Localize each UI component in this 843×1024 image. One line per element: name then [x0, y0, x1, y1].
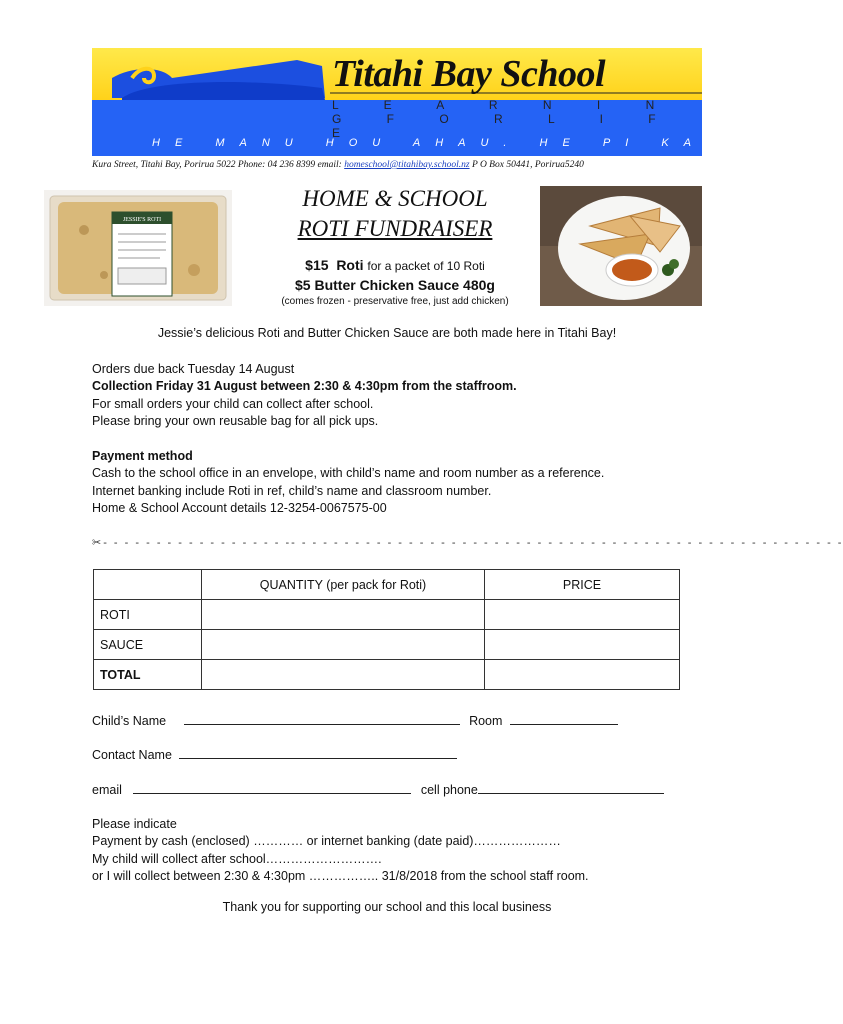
- payment-choice[interactable]: Payment by cash (enclosed) ………… or internet banking (date paid)…………………: [92, 834, 561, 848]
- payment-cash: Cash to the school office in an envelope, with child’s name and room number as a reference.: [92, 466, 605, 480]
- room-label: Room: [469, 714, 503, 728]
- contact-name-label: Contact Name: [92, 748, 172, 762]
- school-tagline: L E A R N I N G F O R L I F E: [332, 98, 677, 140]
- please-indicate: Please indicate: [92, 817, 177, 831]
- row-label-sauce: SAUCE: [94, 630, 202, 660]
- email-field[interactable]: [133, 781, 411, 794]
- school-motto: HE MANU HOU AHAU. HE PI KA RERE: [152, 137, 815, 149]
- account-details: Home & School Account details 12-3254-0067575-00: [92, 501, 387, 515]
- table-row: [94, 600, 680, 630]
- childs-name-label: Child’s Name: [92, 714, 167, 728]
- thank-you-text: Thank you for supporting our school and this local business: [222, 900, 552, 914]
- collection-info: Collection Friday 31 August between 2:30 & 4:30pm from the staffroom.: [92, 379, 517, 393]
- contact-name-field[interactable]: [179, 746, 457, 759]
- small-orders-info: For small orders your child can collect after school.: [92, 397, 374, 411]
- address-suffix: P O Box 50441, Porirua5240: [469, 160, 584, 170]
- school-name: Titahi Bay School: [332, 53, 606, 95]
- payment-heading: Payment method: [92, 449, 193, 463]
- child-collect-option[interactable]: My child will collect after school……………………….: [92, 852, 382, 866]
- email-row: [92, 781, 664, 799]
- row-label-roti: ROTI: [94, 600, 202, 630]
- room-field[interactable]: [510, 712, 618, 725]
- self-collect-option[interactable]: or I will collect between 2:30 & 4:30pm …………….. 31/8/2018 from the school staff room.: [92, 869, 589, 883]
- total-price-cell[interactable]: [485, 660, 680, 690]
- email-label: email: [92, 783, 122, 797]
- school-banner: [92, 48, 815, 156]
- roti-name: Roti: [336, 257, 364, 273]
- sauce-price-cell[interactable]: [485, 630, 680, 660]
- table-row: [94, 630, 680, 660]
- address-prefix: Kura Street, Titahi Bay, Porirua 5022 Phone: 04 236 8399 email:: [92, 160, 345, 170]
- price-header: PRICE: [485, 570, 680, 600]
- table-row: [94, 660, 680, 690]
- order-table: [93, 569, 680, 690]
- row-label-total: TOTAL: [94, 660, 202, 690]
- table-header-cell: [94, 570, 202, 600]
- payment-internet: Internet banking include Roti in ref, child’s name and classroom number.: [92, 484, 492, 498]
- roti-price-cell[interactable]: [485, 600, 680, 630]
- total-quantity-cell[interactable]: [202, 660, 485, 690]
- childs-name-row: [92, 712, 618, 730]
- quantity-header: QUANTITY (per pack for Roti): [202, 570, 485, 600]
- roti-pack-photo: [44, 190, 232, 306]
- roti-price-line: [230, 257, 560, 273]
- childs-name-field[interactable]: [184, 712, 460, 725]
- frozen-note: (comes frozen - preservative free, just add chicken): [281, 296, 509, 307]
- flyer-title-line1: HOME & SCHOOL: [302, 186, 488, 211]
- cell-phone-field[interactable]: [478, 781, 664, 794]
- intro-text: Jessie’s delicious Roti and Butter Chicken Sauce are both made here in Titahi Bay!: [157, 326, 617, 340]
- cell-phone-label: cell phone: [420, 783, 478, 797]
- roti-quantity-cell[interactable]: [202, 600, 485, 630]
- roti-desc: for a packet of 10 Roti: [367, 259, 485, 273]
- flyer-title-line2: ROTI FUNDRAISER: [297, 216, 493, 241]
- sauce-quantity-cell[interactable]: [202, 630, 485, 660]
- roti-price: $15: [305, 257, 329, 273]
- bag-info: Please bring your own reusable bag for all pick ups.: [92, 414, 379, 428]
- contact-name-row: [92, 746, 457, 764]
- roti-plate-photo: [540, 186, 702, 306]
- table-header-row: [94, 570, 680, 600]
- pack-label-text: JESSIE'S ROTI: [122, 217, 162, 223]
- scissors-cut-line: ✂- - - - - - - - - - - - - - - - - -- - - - - - - - - - - - - - - - - - - - - - - - - - - - - - - - - - - - - - - - - - - - - - - - - - - -: [92, 537, 843, 549]
- orders-due: Orders due back Tuesday 14 August: [92, 362, 295, 376]
- email-link[interactable]: homeschool@titahibay.school.nz: [344, 160, 470, 170]
- sauce-price-line: $5 Butter Chicken Sauce 480g: [295, 277, 495, 293]
- school-address: [92, 160, 702, 170]
